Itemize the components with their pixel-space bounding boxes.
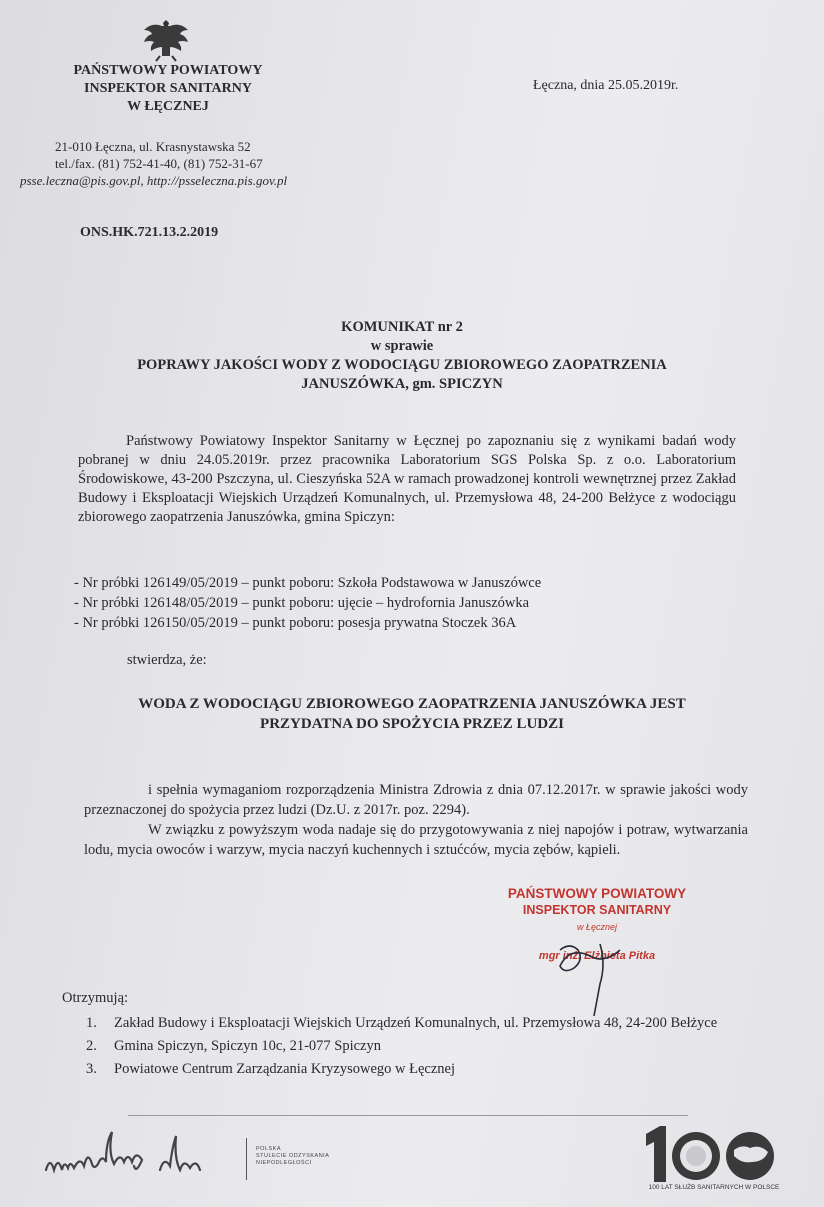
reference-number: ONS.HK.721.13.2.2019 bbox=[80, 225, 219, 240]
stamp-signatory: mgr inż. Elżbieta Pitka bbox=[538, 950, 656, 962]
handwritten-signature bbox=[520, 910, 660, 1020]
logo-divider bbox=[246, 1138, 247, 1180]
issuer-name bbox=[52, 62, 284, 116]
sample-item: - Nr próbki 126148/05/2019 – punkt poboru: ujęcie – hydrofornia Januszówka bbox=[74, 595, 530, 611]
eagle-emblem-icon bbox=[140, 14, 192, 62]
issuer-web: psse.leczna@pis.gov.pl, http://psseleczna.pis.gov.pl bbox=[20, 173, 288, 188]
conclusion-paragraphs bbox=[84, 780, 748, 860]
centenary-100-logo-icon bbox=[640, 1124, 786, 1184]
states-label: stwierdza, że: bbox=[127, 652, 207, 668]
regulation-text: i spełnia wymaganiom rozporządzenia Ministra Zdrowia z dnia 07.12.2017r. w sprawie jakości wody przeznaczonej do spożycia przez ludzi (Dz.U. z 2017r. poz. 2294). bbox=[84, 782, 748, 818]
document-date: Łęczna, dnia 25.05.2019r. bbox=[533, 78, 679, 93]
stamp-line-1: PAŃSTWOWY POWIATOWY bbox=[507, 886, 687, 901]
issuer-line-2: INSPEKTOR SANITARNY bbox=[84, 81, 252, 96]
issuer-phone: tel./fax. (81) 752-41-40, (81) 752-31-67 bbox=[55, 156, 263, 171]
issuer-line-1: PAŃSTWOWY POWIATOWY bbox=[73, 63, 263, 78]
list-item: 3. Powiatowe Centrum Zarządzania Kryzysowego w Łęcznej bbox=[86, 1061, 456, 1077]
issuer-address: 21-010 Łęczna, ul. Krasnystawska 52 bbox=[55, 139, 251, 154]
niepodlegla-caption: POLSKA STULECIE ODZYSKANIA NIEPODLEGŁOŚCI bbox=[256, 1146, 330, 1166]
list-item: 1. Zakład Budowy i Eksploatacji Wiejskich Urządzeń Komunalnych, ul. Przemysłowa 48, 24-200 Bełżyce bbox=[86, 1015, 718, 1031]
footer-divider bbox=[128, 1115, 688, 1116]
sample-item: - Nr próbki 126149/05/2019 – punkt poboru: Szkoła Podstawowa w Januszówce bbox=[74, 575, 542, 591]
stamp-line-2: INSPEKTOR SANITARNY bbox=[522, 903, 672, 917]
list-item: 2. Gmina Spiczyn, Spiczyn 10c, 21-077 Spiczyn bbox=[86, 1038, 381, 1054]
title-line-2: w sprawie bbox=[370, 338, 434, 354]
intro-paragraph bbox=[78, 432, 736, 527]
recipients-title: Otrzymują: bbox=[62, 990, 129, 1006]
title-line-1: KOMUNIKAT nr 2 bbox=[341, 319, 463, 335]
sample-list bbox=[74, 573, 714, 633]
issuer-contact bbox=[20, 138, 340, 189]
verdict-line-1: WODA Z WODOCIĄGU ZBIOROWEGO ZAOPATRZENIA JANUSZÓWKA JEST bbox=[138, 696, 686, 712]
document-title bbox=[40, 318, 764, 394]
sample-item: - Nr próbki 126150/05/2019 – punkt poboru: posesja prywatna Stoczek 36A bbox=[74, 615, 517, 631]
title-line-3: POPRAWY JAKOŚCI WODY Z WODOCIĄGU ZBIOROWEGO ZAOPATRZENIA bbox=[137, 357, 667, 373]
verdict-line-2: PRZYDATNA DO SPOŻYCIA PRZEZ LUDZI bbox=[260, 716, 564, 732]
title-line-4: JANUSZÓWKA, gm. SPICZYN bbox=[301, 376, 503, 392]
intro-text: Państwowy Powiatowy Inspektor Sanitarny w Łęcznej po zapoznaniu się z wynikami badań wody pobranej w dniu 24.05.2019r. przez pracownika Laboratorium SGS Polska Sp. z o.o. Laboratorium Środowiskowe, 43-200 Pszczyna, ul. Cieszyńska 52A w ramach prowadzonej kontroli wewnętrznej przez Zakład Budowy i Eksploatacji Wiejskich Urządzeń Komunalnych, ul. Przemysłowa 48, 24-200 Bełżyce z wodociągu zbiorowego zaopatrzenia Januszówka, gmina Spiczyn: bbox=[78, 433, 736, 525]
centenary-caption: 100 LAT SŁUŻB SANITARNYCH W POLSCE bbox=[648, 1184, 780, 1191]
niepodlegla-logo-icon bbox=[40, 1130, 240, 1186]
issuer-line-3: W ŁĘCZNEJ bbox=[127, 99, 209, 114]
verdict bbox=[40, 694, 784, 734]
recipients-list bbox=[86, 1014, 766, 1083]
usage-text: W związku z powyższym woda nadaje się do przygotowywania z niej napojów i potraw, wytwarzania lodu, mycia owoców i warzyw, mycia naczyń kuchennych i sztućców, mycia zębów, kąpieli. bbox=[84, 822, 748, 858]
stamp-line-3: w Łęcznej bbox=[576, 922, 618, 932]
